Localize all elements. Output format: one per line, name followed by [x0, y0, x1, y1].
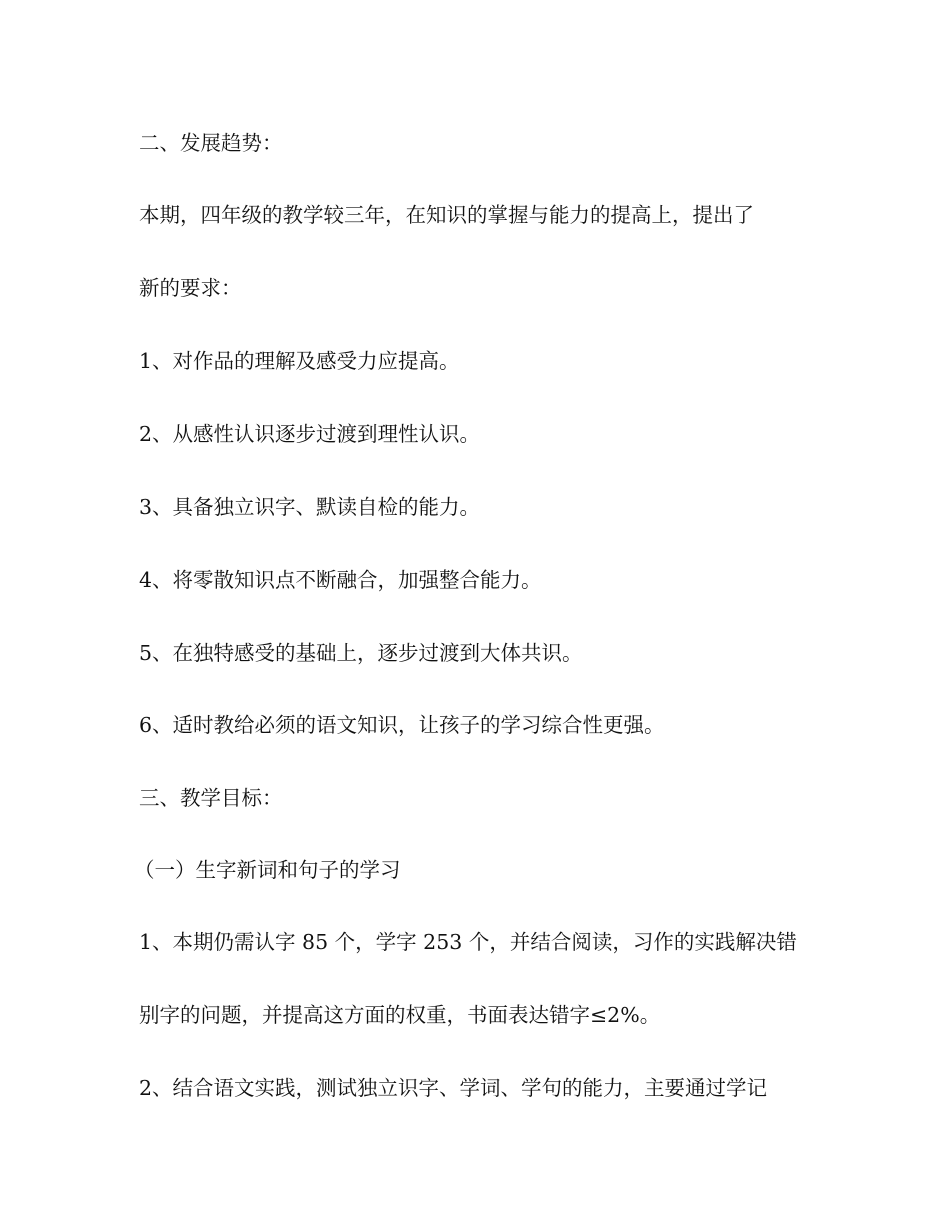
subsection-heading: （一）生字新词和句子的学习 — [134, 858, 401, 882]
paragraph-line: 本期，四年级的教学较三年，在知识的掌握与能力的提高上，提出了 — [139, 203, 754, 227]
list-item: 2、从感性认识逐步过渡到理性认识。 — [139, 422, 481, 446]
list-item: 6、适时教给必须的语文知识，让孩子的学习综合性更强。 — [139, 713, 665, 737]
list-item: 1、对作品的理解及感受力应提高。 — [139, 349, 460, 373]
section-heading-trends: 二、发展趋势： — [139, 131, 283, 155]
section-heading-goals: 三、教学目标： — [139, 786, 283, 810]
paragraph-line: 别字的问题，并提高这方面的权重，书面表达错字≤2%。 — [139, 1003, 661, 1027]
list-item: 4、将零散知识点不断融合，加强整合能力。 — [139, 568, 542, 592]
paragraph-line: 新的要求： — [139, 276, 242, 300]
list-item: 5、在独特感受的基础上，逐步过渡到大体共识。 — [139, 641, 583, 665]
list-item: 3、具备独立识字、默读自检的能力。 — [139, 495, 481, 519]
list-item: 1、本期仍需认字 85 个，学字 253 个，并结合阅读，习作的实践解决错 — [139, 930, 797, 954]
list-item: 2、结合语文实践，测试独立识字、学词、学句的能力，主要通过学记 — [139, 1076, 768, 1100]
